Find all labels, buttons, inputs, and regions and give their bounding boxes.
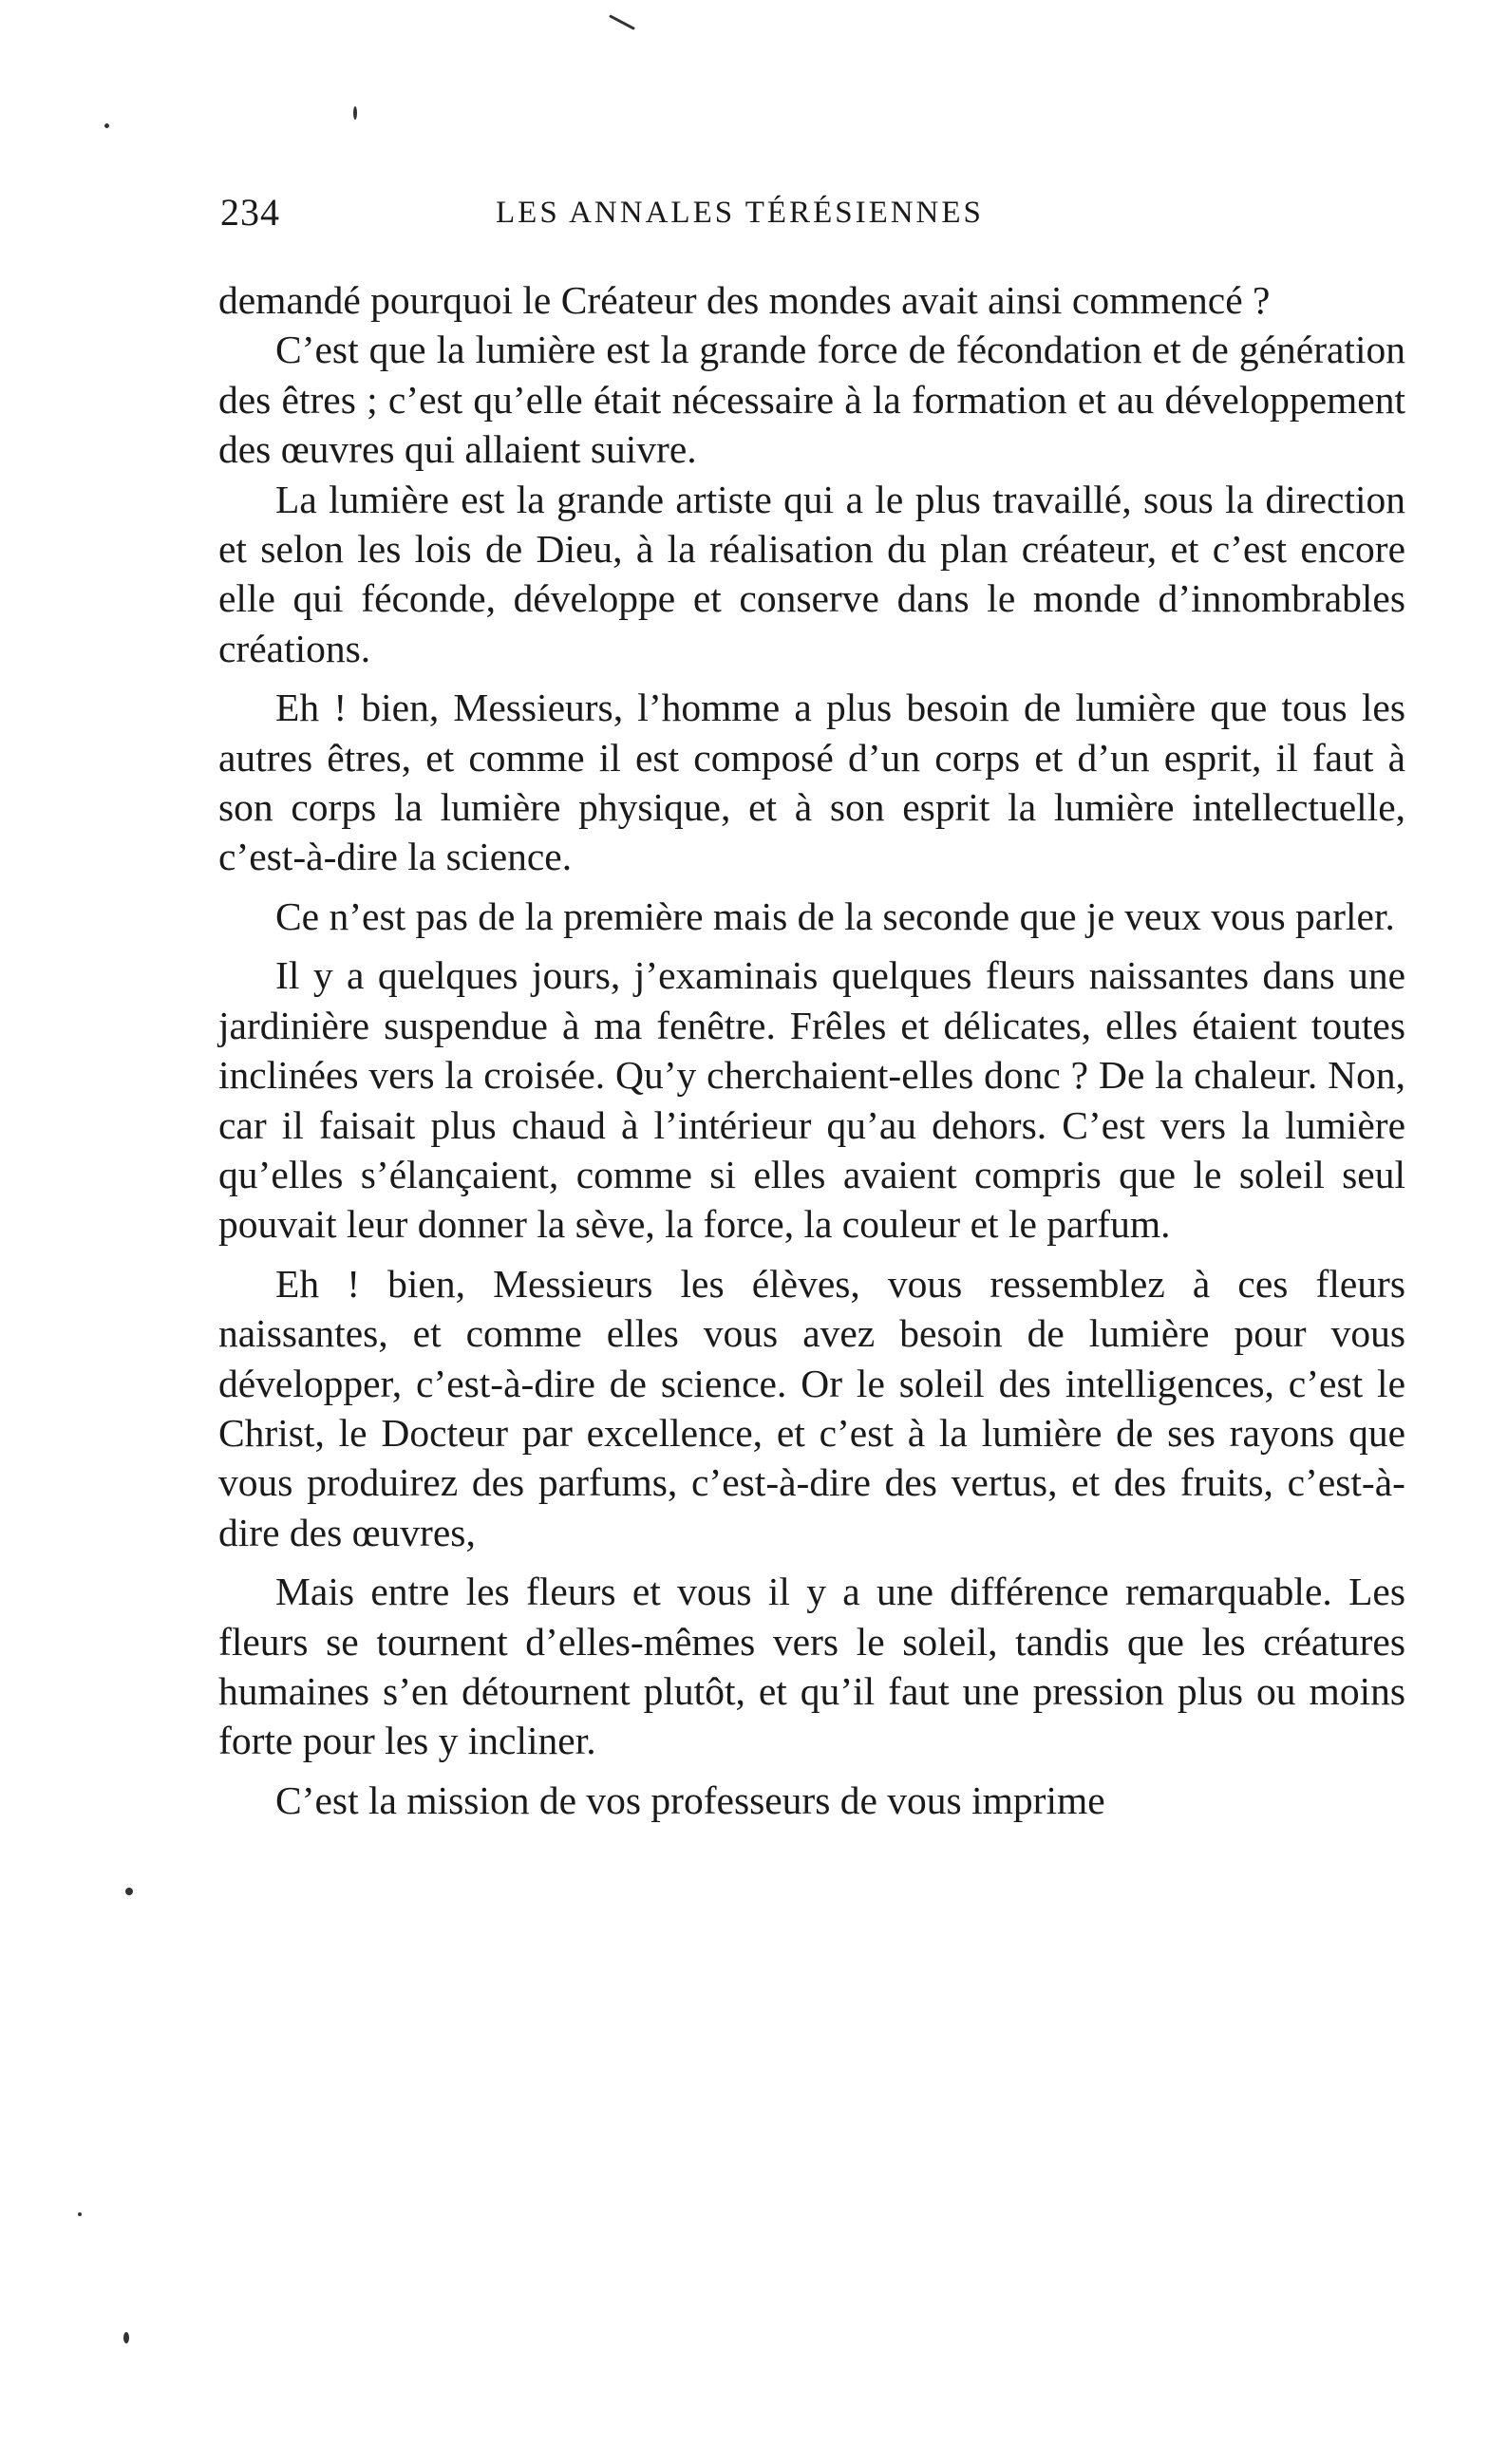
paragraph: Il y a quelques jours, j’examinais quelques fleurs naissantes dans une jardinière suspendue à ma fenêtre. Frêles et délicates, elles étaient toutes inclinées vers la croisée. Qu’y cherchaient-elles donc ? De la chaleur. Non, car il faisait plus chaud à l’intérieur qu’au dehors. C’est vers la lumière qu’elles s’élançaient, comme si elles avaient compris que le soleil seul pouvait leur donner la sève, la force, la couleur et le parfum. (218, 953, 1405, 1247)
paragraph: Eh ! bien, Messieurs, l’homme a plus besoin de lumière que tous les autres êtres, et comme il est composé d’un corps et d’un esprit, il faut à son corps la lumière physique, et à son esprit la lumière intellectuelle, c’est-à-dire la science. (218, 686, 1405, 879)
paragraph: C’est la mission de vos professeurs de vous imprime (275, 1777, 1105, 1822)
page-header (220, 190, 1388, 247)
paragraph: Ce n’est pas de la première mais de la seconde que je veux vous parler. (275, 893, 1395, 938)
print-speck (609, 14, 635, 30)
print-speck (104, 123, 109, 128)
running-title: LES ANNALES TÉRÉSIENNES (496, 196, 984, 230)
print-speck (78, 2212, 82, 2216)
paragraph: demandé pourquoi le Créateur des mondes avait ainsi commencé ? (218, 278, 1271, 322)
paragraph: C’est que la lumière est la grande force de fécondation et de génération des êtres ; c’est qu’elle était nécessaire à la formation et au développement des œuvres qui allaient suivre. (218, 328, 1405, 472)
print-speck (123, 2332, 129, 2343)
paragraph: Eh ! bien, Messieurs les élèves, vous ressemblez à ces fleurs naissantes, et comme elles vous avez besoin de lumière pour vous développer, c’est-à-dire de science. Or le soleil des intelligences, c’est le Christ, le Docteur par excellence, et c’est à la lumière de ses rayons que vous produirez des parfums, c’est-à-dire des vertus, et des fruits, c’est-à-dire des œuvres, (218, 1261, 1405, 1554)
print-speck (125, 1888, 133, 1895)
body-text (218, 275, 1405, 1825)
paragraph: La lumière est la grande artiste qui a le plus travaillé, sous la direction et selon les lois de Dieu, à la réalisation du plan créateur, et c’est encore elle qui féconde, développe et conserve dans le monde d’innombrables créations. (218, 477, 1405, 670)
page-number: 234 (220, 191, 280, 234)
paragraph: Mais entre les fleurs et vous il y a une différence remarquable. Les fleurs se tournent d’elles-mêmes vers le soleil, tandis que les créatures humaines s’en détournent plutôt, et qu’il faut une pression plus ou moins forte pour les y incliner. (218, 1570, 1405, 1763)
print-speck (353, 106, 357, 120)
